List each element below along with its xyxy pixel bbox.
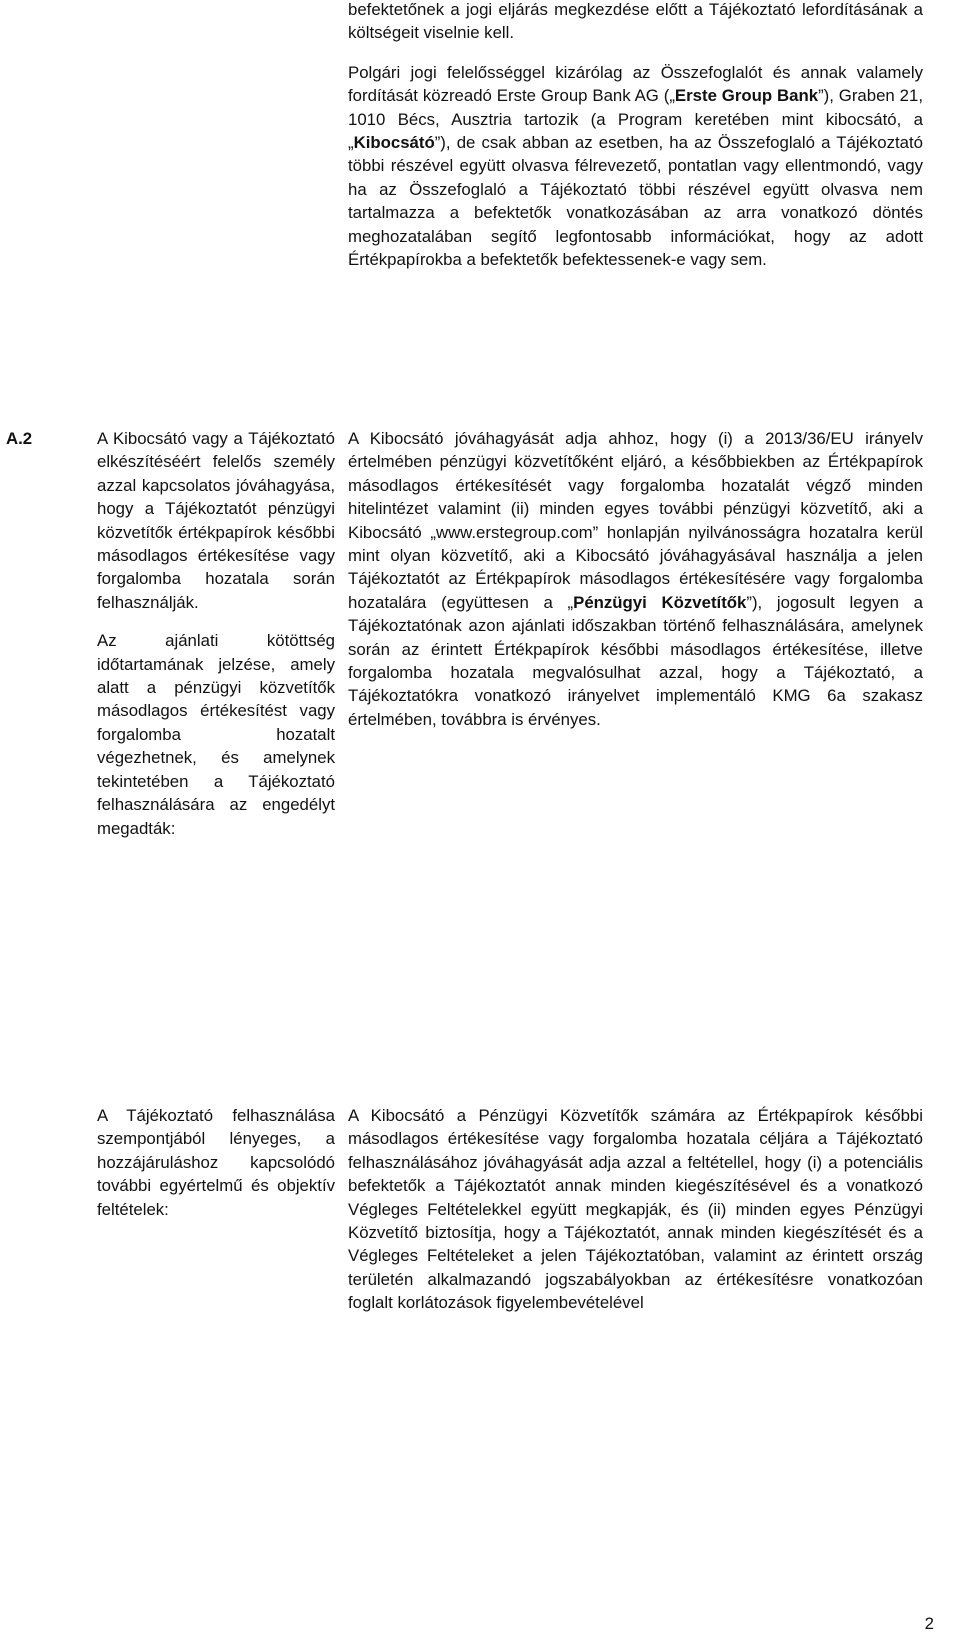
penzugyi-kozvetitok-term: Pénzügyi Közvetítők xyxy=(573,592,747,612)
offer-period-label: Az ajánlati kötöttség időtartamának jelzése, amely alatt a pénzügyi közvetítők másodlagos értékesítést vagy forgalomba hozatalt végezhetnek, és amelynek tekintetében a Tájékoztató felhasználására az engedélyt megadták: xyxy=(97,631,335,838)
page-number: 2 xyxy=(924,1614,934,1633)
conditions-label: A Tájékoztató felhasználása szempontjából lényeges, a hozzájáruláshoz kapcsolódó további egyértelmű és objektív feltételek: xyxy=(97,1106,335,1219)
consent-label: A Kibocsátó vagy a Tájékoztató elkészítéséért felelős személy azzal kapcsolatos jóváhagyása, hogy a Tájékoztatót pénzügyi közvetítők értékpapírok későbbi másodlagos értékesítése vagy forgalomba hozatala során felhasználják. xyxy=(97,429,335,612)
kibocsato-term: Kibocsátó xyxy=(353,133,435,153)
consent-paragraph: A Kibocsátó jóváhagyását adja ahhoz, hogy (i) a 2013/36/EU irányelv értelmében pénzügyi közvetítőként eljáró, a későbbiekben az Értékpapírok másodlagos értékesítését vagy forgalomba hozatalát végző minden hitelintézet valamint (ii) minden egyes további pénzügyi közvetítő, aki a Kibocsátó „www.erstegroup.com” honlapján nyilvánosságra hozatalra kerül mint olyan közvetítő, aki a Kibocsátó jóváhagyásával használja a jelen Tájékoztatót az Értékpapírok másodlagos értékesítésére vagy forgalomba hozatalára (együttesen a „Pénzügyi Közvetítők”), jogosult legyen a Tájékoztatónak azon ajánlati időszakban történő felhasználására, amelynek során az érintett Értékpapírok későbbi másodlagos értékesítése, illetve forgalomba hozatala megvalósulhat azzal, hogy a Tájékoztató, a Tájékoztatókra vonatkozó irányelvet implementáló KMG 6a szakasz értelmében, továbbra is érvényes. xyxy=(348,429,923,729)
conditions-text xyxy=(348,1104,923,1330)
conditions-label-column xyxy=(97,1104,335,1236)
conditions-paragraph: A Kibocsátó a Pénzügyi Közvetítők számára az Értékpapírok későbbi másodlagos értékesítése vagy forgalomba hozatala céljára a Tájékoztató felhasználásához jóváhagyását adja azzal a feltétellel, hogy (i) a potenciális befektetők a Tájékoztatót annak minden kiegészítésével és a vonatkozó Végleges Feltételekkel együtt megkapják, és (ii) minden egyes Pénzügyi Közvetítő biztosítja, hogy a Tájékoztatót, annak minden kiegészítését és a Végleges Feltételeket a jelen Tájékoztatóban, valamint az érintett ország területén alkalmazandó jogszabályokban az értékesítésre vonatkozóan foglalt korlátozások figyelembevételével xyxy=(348,1106,923,1313)
top-continuation xyxy=(348,0,923,287)
section-number: A.2 xyxy=(6,429,33,448)
section-label-column xyxy=(97,427,335,855)
erste-group-bank-term: Erste Group Bank xyxy=(674,86,819,106)
liability-paragraph: Polgári jogi felelősséggel kizárólag az Összefoglalót és annak valamely fordítását közreadó Erste Group Bank AG („Erste Group Bank”), Graben 21, 1010 Bécs, Ausztria tartozik (a Program keretében mint kibocsátó, a „Kibocsátó”), de csak abban az esetben, ha az Összefoglaló a Tájékoztató többi részével együtt olvasva félrevezető, pontatlan vagy ellentmondó, vagy ha az Összefoglaló a Tájékoztató többi részével együtt olvasva nem tartalmazza a befektetők vonatkozásában az arra vonatkozó döntés meghozatalában segítő legfontosabb információkat, hogy az adott Értékpapírokba a befektetők befektessenek-e vagy sem. xyxy=(348,62,923,270)
consent-text xyxy=(348,427,923,746)
continuation-paragraph: befektetőnek a jogi eljárás megkezdése előtt a Tájékoztató lefordításának a költségeit viselnie kell. xyxy=(348,0,923,43)
